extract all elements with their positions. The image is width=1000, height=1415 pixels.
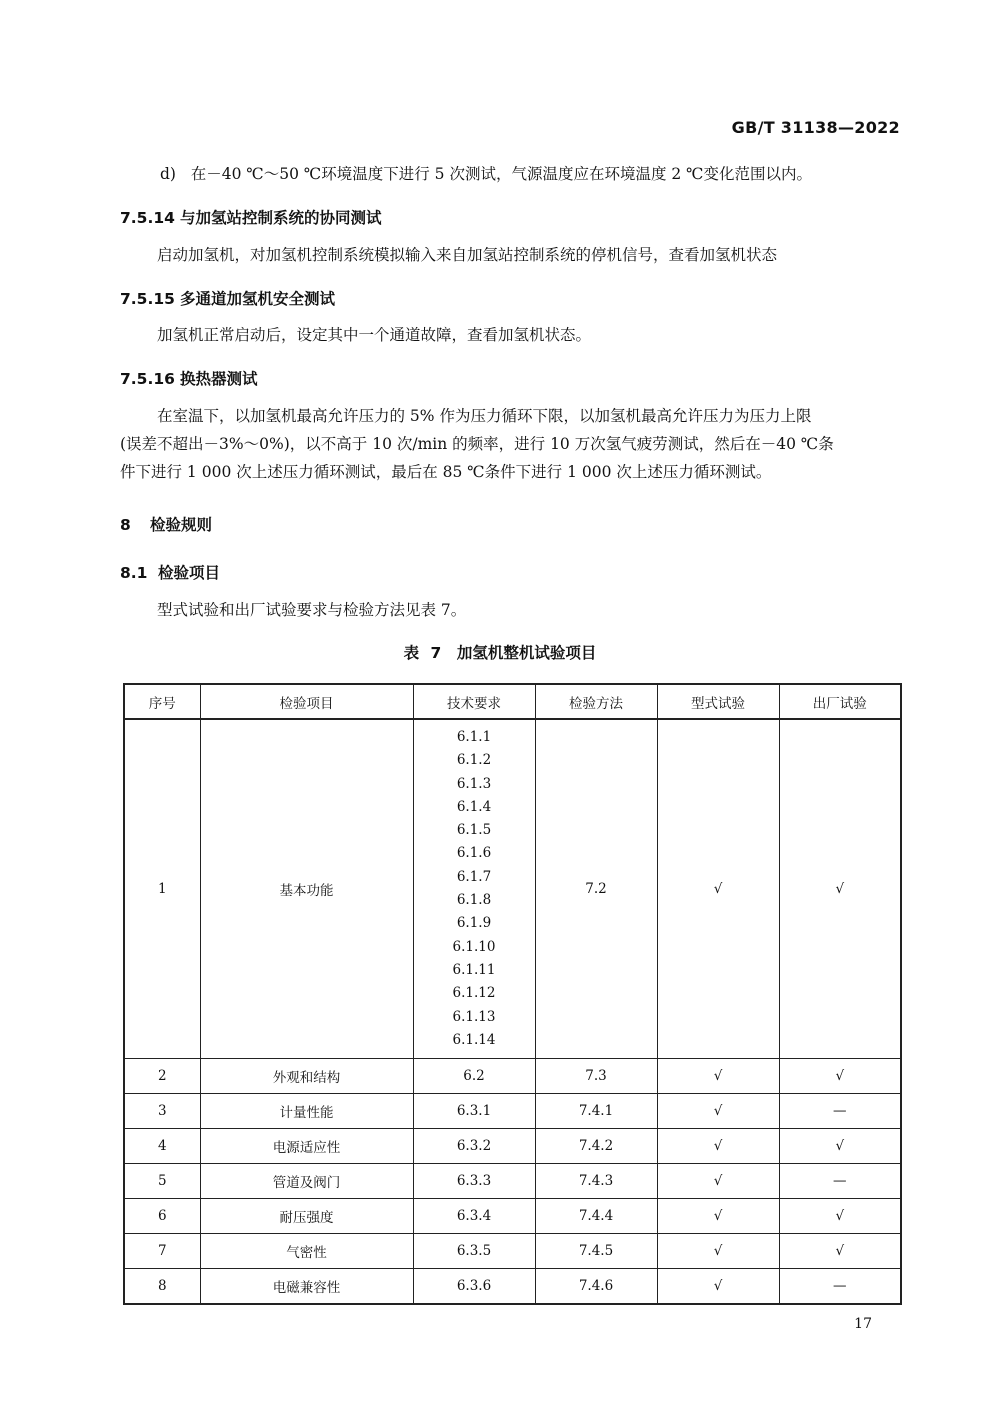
list-item-text: 在－40 ℃～50 ℃环境温度下进行 5 次测试，气源温度应在环境温度 2 ℃变化范围以内。 xyxy=(190,165,813,183)
header-cell: 检验方法 xyxy=(535,684,657,719)
clause-text-8-1: 型式试验和出厂试验要求与检验方法见表 7。 xyxy=(157,601,467,619)
row-number-cell: 7 xyxy=(124,1234,200,1269)
requirement-cell: 6.3.3 xyxy=(413,1164,535,1199)
method-cell: 7.4.6 xyxy=(535,1269,657,1305)
item-cell: 基本功能 xyxy=(200,719,413,1059)
method-cell: 7.4.3 xyxy=(535,1164,657,1199)
clause-number: 7.5.16 xyxy=(120,370,175,388)
requirement-list xyxy=(414,720,535,1058)
clause-number: 7.5.15 xyxy=(120,290,175,308)
requirement-entry: 6.1.11 xyxy=(452,961,496,978)
method-cell: 7.3 xyxy=(535,1059,657,1094)
section-heading-8 xyxy=(120,513,212,535)
requirement-entry: 6.1.10 xyxy=(452,938,496,955)
table-row xyxy=(124,719,901,1059)
list-item-d xyxy=(160,161,812,187)
requirement-entry: 6.1.13 xyxy=(452,1008,496,1025)
clause-title: 换热器测试 xyxy=(180,370,258,388)
method-cell: 7.2 xyxy=(535,719,657,1059)
type-test-cell: √ xyxy=(657,1094,779,1129)
factory-test-cell: — xyxy=(779,1164,901,1199)
requirement-entry: 6.1.12 xyxy=(452,985,496,1002)
item-cell: 电磁兼容性 xyxy=(200,1269,413,1305)
header-cell: 检验项目 xyxy=(200,684,413,719)
clause-number: 8.1 xyxy=(120,564,148,582)
header-cell: 出厂试验 xyxy=(779,684,901,719)
row-number-cell: 6 xyxy=(124,1199,200,1234)
type-test-cell: √ xyxy=(657,1234,779,1269)
table-header-row xyxy=(124,684,901,719)
requirement-entry: 6.1.9 xyxy=(456,915,492,932)
clause-title: 与加氢站控制系统的协同测试 xyxy=(180,209,382,227)
factory-test-cell: √ xyxy=(779,1129,901,1164)
type-test-cell: √ xyxy=(657,1059,779,1094)
item-cell: 耐压强度 xyxy=(200,1199,413,1234)
requirement-cell: 6.3.6 xyxy=(413,1269,535,1305)
requirement-cell xyxy=(413,719,535,1059)
clause-text-7-5-16-line-2: (误差不超出－3%～0%)，以不高于 10 次/min 的频率，进行 10 万次氢气疲劳测试，然后在－40 ℃条 xyxy=(120,435,834,453)
clause-heading-7-5-14 xyxy=(120,206,382,228)
factory-test-cell: — xyxy=(779,1269,901,1305)
requirement-cell: 6.3.4 xyxy=(413,1199,535,1234)
header-cell: 技术要求 xyxy=(413,684,535,719)
table-row xyxy=(124,1164,901,1199)
requirement-entry: 6.1.2 xyxy=(456,752,492,769)
requirement-cell: 6.3.5 xyxy=(413,1234,535,1269)
type-test-cell: √ xyxy=(657,719,779,1059)
requirement-entry: 6.1.1 xyxy=(456,729,492,745)
factory-test-cell: √ xyxy=(779,1199,901,1234)
factory-test-cell: √ xyxy=(779,1059,901,1094)
clause-heading-7-5-15 xyxy=(120,287,335,309)
table-row xyxy=(124,1269,901,1305)
row-number-cell: 8 xyxy=(124,1269,200,1305)
method-cell: 7.4.1 xyxy=(535,1094,657,1129)
table-row xyxy=(124,1199,901,1234)
requirement-entry: 6.1.4 xyxy=(456,798,492,815)
factory-test-cell: √ xyxy=(779,719,901,1059)
type-test-cell: √ xyxy=(657,1199,779,1234)
requirement-cell: 6.2 xyxy=(413,1059,535,1094)
requirement-entry: 6.1.14 xyxy=(452,1031,496,1048)
factory-test-cell: √ xyxy=(779,1234,901,1269)
standard-number: GB/T 31138—2022 xyxy=(731,118,900,137)
method-cell: 7.4.4 xyxy=(535,1199,657,1234)
row-number-cell: 4 xyxy=(124,1129,200,1164)
table-caption: 表 7 加氢机整机试验项目 xyxy=(403,644,597,662)
section-title: 检验规则 xyxy=(150,516,213,534)
clause-text-7-5-15: 加氢机正常启动后，设定其中一个通道故障，查看加氢机状态。 xyxy=(157,326,592,344)
section-number: 8 xyxy=(120,516,131,534)
item-cell: 计量性能 xyxy=(200,1094,413,1129)
method-cell: 7.4.2 xyxy=(535,1129,657,1164)
requirement-entry: 6.1.5 xyxy=(456,822,492,839)
item-cell: 管道及阀门 xyxy=(200,1164,413,1199)
type-test-cell: √ xyxy=(657,1164,779,1199)
clause-title: 检验项目 xyxy=(158,564,221,582)
list-marker: d) xyxy=(160,165,176,183)
method-cell: 7.4.5 xyxy=(535,1234,657,1269)
factory-test-cell: — xyxy=(779,1094,901,1129)
page-number: 17 xyxy=(854,1316,872,1332)
row-number-cell: 3 xyxy=(124,1094,200,1129)
table-row xyxy=(124,1234,901,1269)
clause-title: 多通道加氢机安全测试 xyxy=(180,290,336,308)
item-cell: 气密性 xyxy=(200,1234,413,1269)
item-cell: 电源适应性 xyxy=(200,1129,413,1164)
row-number-cell: 2 xyxy=(124,1059,200,1094)
clause-text-7-5-16-line-3: 件下进行 1 000 次上述压力循环测试，最后在 85 ℃条件下进行 1 000 次上述压力循环测试。 xyxy=(120,463,772,481)
requirement-entry: 6.1.8 xyxy=(456,892,492,909)
test-items-table xyxy=(123,683,902,1305)
requirement-entry: 6.1.6 xyxy=(456,845,492,862)
header-cell: 序号 xyxy=(124,684,200,719)
row-number-cell: 5 xyxy=(124,1164,200,1199)
type-test-cell: √ xyxy=(657,1129,779,1164)
requirement-entry: 6.1.3 xyxy=(456,775,492,792)
table-row xyxy=(124,1129,901,1164)
row-number-cell: 1 xyxy=(124,719,200,1059)
table-row xyxy=(124,1094,901,1129)
clause-heading-8-1 xyxy=(120,561,220,583)
item-cell: 外观和结构 xyxy=(200,1059,413,1094)
clause-text-7-5-14: 启动加氢机，对加氢机控制系统模拟输入来自加氢站控制系统的停机信号，查看加氢机状态 xyxy=(157,246,778,264)
header-cell: 型式试验 xyxy=(657,684,779,719)
requirement-cell: 6.3.1 xyxy=(413,1094,535,1129)
type-test-cell: √ xyxy=(657,1269,779,1305)
requirement-entry: 6.1.7 xyxy=(456,868,492,885)
requirement-cell: 6.3.2 xyxy=(413,1129,535,1164)
table-row xyxy=(124,1059,901,1094)
clause-number: 7.5.14 xyxy=(120,209,175,227)
clause-text-7-5-16-line-1: 在室温下，以加氢机最高允许压力的 5% 作为压力循环下限，以加氢机最高允许压力为压力上限 xyxy=(157,407,812,425)
clause-heading-7-5-16 xyxy=(120,367,258,389)
